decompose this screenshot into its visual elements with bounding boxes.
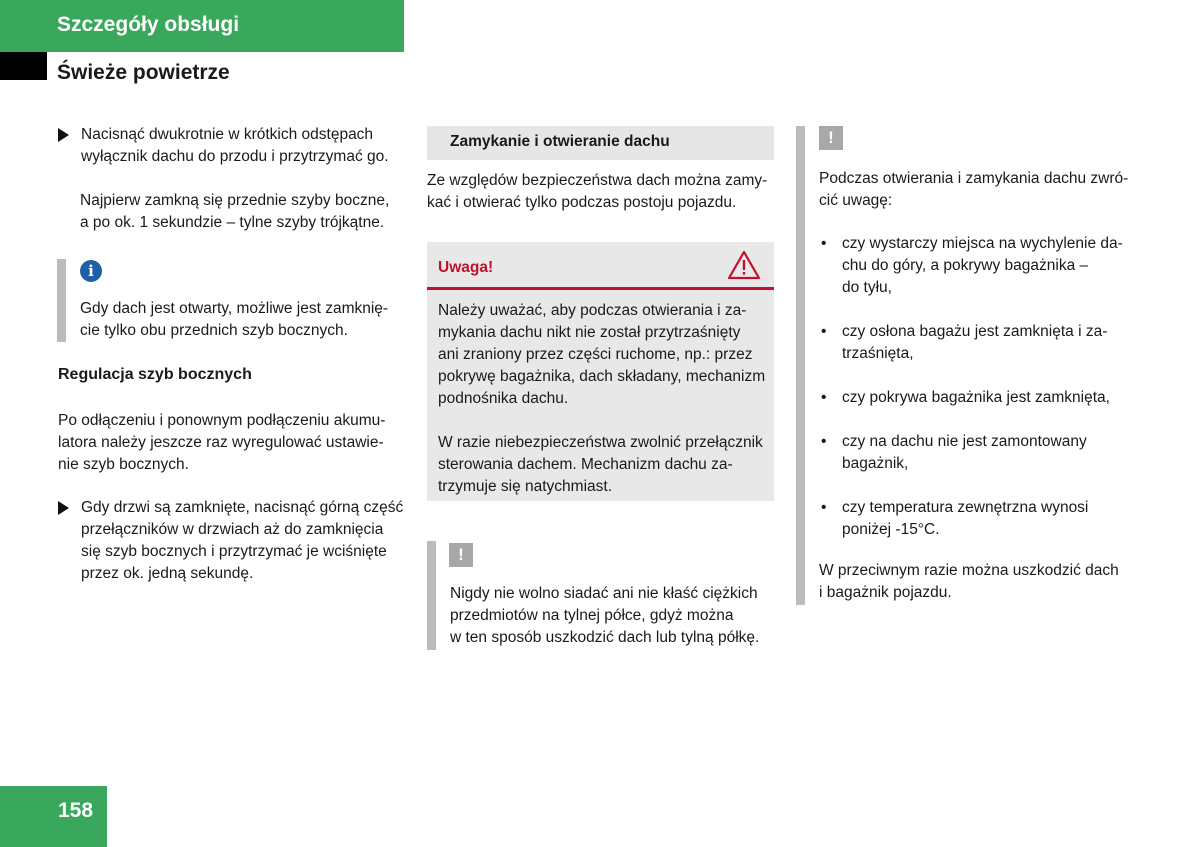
list-item	[819, 321, 1159, 365]
section-title: Szczegóły obsługi	[57, 13, 240, 36]
page-number: 158	[58, 799, 94, 822]
text-line: cie tylko obu przednich szyb bocznych.	[80, 322, 348, 339]
warning-text	[438, 300, 773, 498]
page-heading: Świeże powietrze	[57, 61, 230, 84]
instruction-step	[58, 497, 408, 585]
subheading: Regulacja szyb bocznych	[58, 366, 252, 383]
text-line: chu do góry, a pokrywy bagażnika –	[842, 257, 1089, 274]
text-line: • czy temperatura zewnętrzna wynosi	[842, 499, 1089, 516]
list-item	[819, 387, 1159, 409]
text-line: Najpierw zamkną się przednie szyby boczne,	[80, 192, 390, 209]
text-line: pokrywę bagażnika, dach składany, mechanizm	[438, 368, 766, 385]
text-line: przedmiotów na tylnej półce, gdyż można	[450, 607, 734, 624]
instruction-step	[58, 124, 408, 168]
text-line: latora należy jeszcze raz wyregulować ustawie-	[58, 434, 384, 451]
text-line: wyłącznik dachu do przodu i przytrzymać go.	[81, 148, 389, 165]
text-line: • czy pokrywa bagażnika jest zamknięta,	[842, 389, 1110, 406]
text-line: mykania dachu nikt nie został przytrzaśnięty	[438, 324, 741, 341]
heading-marker	[0, 52, 47, 80]
warning-title: Uwaga!	[438, 259, 494, 276]
text-line: • czy na dachu nie jest zamontowany	[842, 433, 1087, 450]
text-line: przez ok. jedną sekundę.	[81, 565, 254, 582]
text-line: bagażnik,	[842, 455, 909, 472]
text-line: sterowania dachem. Mechanizm dachu za-	[438, 456, 733, 473]
warning-divider	[427, 287, 774, 290]
warning-triangle-icon	[727, 250, 761, 280]
list-item	[819, 497, 1159, 541]
text-line: W razie niebezpieczeństwa zwolnić przełącznik	[438, 434, 763, 451]
text-line: i bagażnik pojazdu.	[819, 584, 952, 601]
arrow-bullet-icon	[58, 128, 69, 142]
text-line: Nigdy nie wolno siadać ani nie kłaść ciężkich	[450, 585, 758, 602]
text-line: do tyłu,	[842, 279, 892, 296]
info-bar	[57, 259, 66, 342]
text-line: • czy osłona bagażu jest zamknięta i za-	[842, 323, 1108, 340]
text-line: Podczas otwierania i zamykania dachu zwró-	[819, 170, 1129, 187]
caution-icon: !	[449, 543, 473, 567]
step-note	[80, 190, 410, 234]
text-line: kać i otwierać tylko podczas postoju pojazdu.	[427, 194, 737, 211]
caution-bar	[427, 541, 436, 650]
text-line: trzaśnięta,	[842, 345, 914, 362]
text-line: a po ok. 1 sekundzie – tylne szyby trójkątne.	[80, 214, 385, 231]
caution-outro	[819, 560, 1159, 604]
text-line: Nacisnąć dwukrotnie w krótkich odstępach	[81, 126, 374, 143]
text-line: się szyb bocznych i przytrzymać je wciśnięte	[81, 543, 387, 560]
text-line: Po odłączeniu i ponownym podłączeniu akumu-	[58, 412, 386, 429]
text-line: w ten sposób uszkodzić dach lub tylną półkę.	[450, 629, 760, 646]
caution-intro	[819, 168, 1159, 212]
text-line: przełączników w drzwiach aż do zamknięcia	[81, 521, 384, 538]
list-item	[819, 233, 1159, 299]
info-icon: i	[80, 260, 102, 282]
intro-paragraph	[427, 170, 777, 214]
text-line: W przeciwnym razie można uszkodzić dach	[819, 562, 1119, 579]
caution-list	[819, 233, 1159, 563]
box-heading: Zamykanie i otwieranie dachu	[450, 133, 670, 150]
text-line: Gdy dach jest otwarty, możliwe jest zamknię-	[80, 300, 389, 317]
text-line: Należy uważać, aby podczas otwierania i za-	[438, 302, 747, 319]
caution-bar	[796, 126, 805, 605]
text-line: Gdy drzwi są zamknięte, nacisnąć górną część	[81, 499, 404, 516]
caution-text	[450, 583, 780, 649]
text-line: Ze względów bezpieczeństwa dach można zamy-	[427, 172, 768, 189]
text-line: trzymuje się natychmiast.	[438, 478, 612, 495]
caution-icon: !	[819, 126, 843, 150]
info-note	[80, 298, 410, 342]
text-line: nie szyb bocznych.	[58, 456, 189, 473]
text-line: cić uwagę:	[819, 192, 893, 209]
text-line: • czy wystarczy miejsca na wychylenie da-	[842, 235, 1123, 252]
text-line: poniżej -15°C.	[842, 521, 940, 538]
arrow-bullet-icon	[58, 501, 69, 515]
paragraph	[58, 410, 408, 476]
text-line: ani zraniony przez części ruchome, np.: przez	[438, 346, 753, 363]
list-item	[819, 431, 1159, 475]
text-line: podnośnika dachu.	[438, 390, 569, 407]
